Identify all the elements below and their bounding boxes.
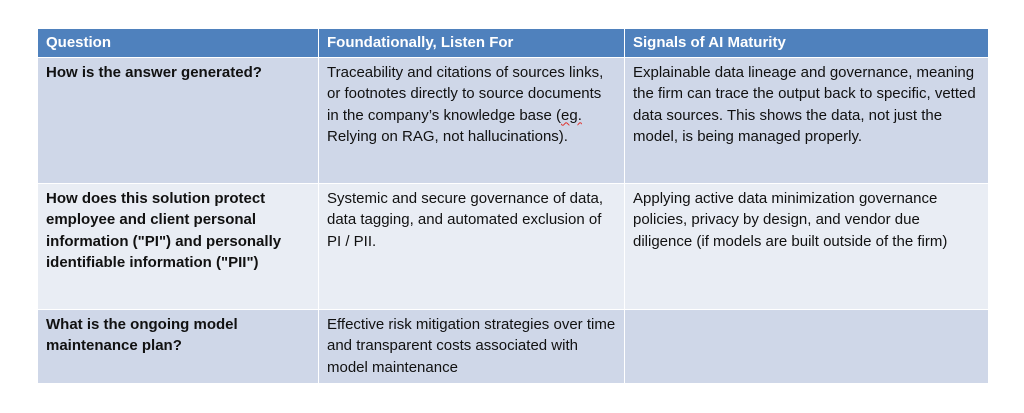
table-row [38,57,989,183]
listen-for-cell: Systemic and secure governance of data, data tagging, and automated exclusion of PI / PII. [319,183,625,309]
listen-for-cell [319,57,625,183]
ai-maturity-cell: Explainable data lineage and governance, meaning the firm can trace the output back to specific, vetted data sources. This shows the data, not just the model, is being managed properly. [625,57,989,183]
question-cell: What is the ongoing model maintenance plan? [38,309,319,383]
comparison-table [37,28,989,384]
column-header-question: Question [38,29,319,58]
table-header-row [38,29,989,58]
table-row [38,183,989,309]
ai-maturity-cell [625,309,989,383]
question-cell: How is the answer generated? [38,57,319,183]
column-header-listen-for: Foundationally, Listen For [319,29,625,58]
column-header-ai-maturity: Signals of AI Maturity [625,29,989,58]
listen-for-text: Traceability and citations of sources links, or footnotes directly to source documents in the company’s knowledge base ( [327,63,604,124]
question-cell: How does this solution protect employee and client personal information ("PI") and personally identifiable information ("PII") [38,183,319,309]
listen-for-cell: Effective risk mitigation strategies over time and transparent costs associated with model maintenance [319,309,625,383]
ai-maturity-cell: Applying active data minimization governance policies, privacy by design, and vendor due diligence (if models are built outside of the firm) [625,183,989,309]
spellcheck-flagged-word: eg. [561,106,582,124]
listen-for-text-continued: Relying on RAG, not hallucinations). [327,128,568,145]
table-row [38,309,989,383]
